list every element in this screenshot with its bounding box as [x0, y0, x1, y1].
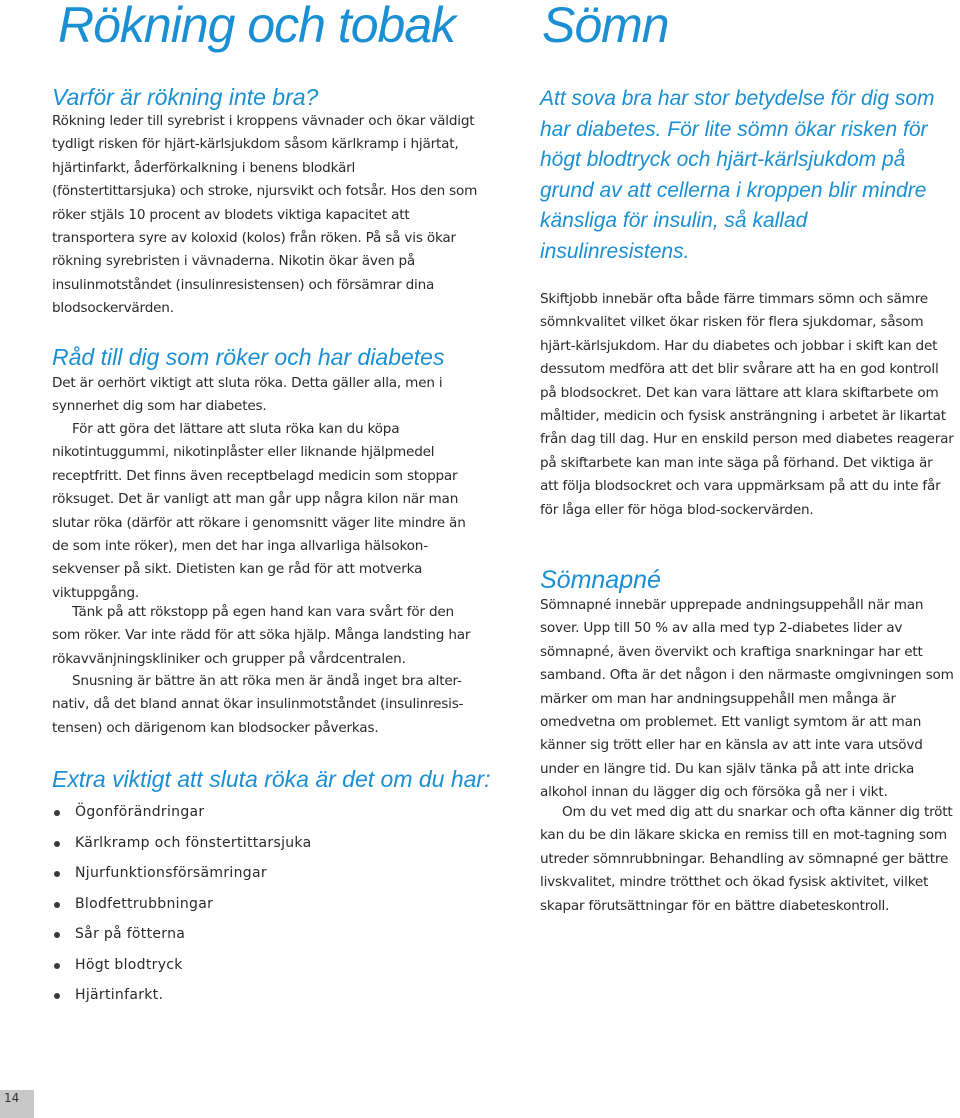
why-paragraph: Rökning leder till syrebrist i kroppens vävnader och ökar väldigt tydligt risken för hjärt-kärlsjukdom såsom kärlkramp i hjärtat, hjärtinfarkt, åderförkalkning i benens blodkärl (fönstertittarsjuka) och stroke, njursvikt och fotsår. Hos den som röker stjäls 10 procent av blodets viktiga kapacitet att transportera syre av koloxid (kolos) från röken. På så vis ökar rökning syrebristen i vävnaderna. Nikotin ökar även på insulinmotståndet (insulinresistensen) och försämrar dina blodsockervärden.	[52, 113, 478, 317]
page-number-tab	[0, 1090, 34, 1118]
advice-paragraph-1: Det är oerhört viktigt att sluta röka. Detta gäller alla, men i synnerhet dig som har diabetes.	[52, 375, 443, 415]
extra-heading: Extra viktigt att sluta röka är det om du har:	[52, 766, 491, 792]
advice-paragraph-2: För att göra det lättare att sluta röka kan du köpa nikotintuggummi, nikotinplåster eller liknande hjälpmedel receptfritt. Det finns även receptbelagd medicin som stoppar röksuget. Det är vanligt att man går upp några kilon när man slutar röka (därför att rökare i genomsnitt väger lite mindre än de som inte röker), men det har inga allvarliga hälsokon-sekvenser på sikt. Dietisten kan ge råd för att motverka viktuppgång.	[52, 421, 466, 601]
smoking-title: Rökning och tobak	[58, 0, 456, 53]
risk-list	[54, 797, 311, 1011]
page-number: 14	[4, 1091, 20, 1105]
advice-heading: Råd till dig som röker och har diabetes	[52, 344, 445, 370]
sleep-apnea-heading: Sömnapné	[540, 566, 661, 594]
list-item: Högt blodtryck	[54, 950, 311, 981]
list-item: Ögonförändringar	[54, 797, 311, 828]
why-heading: Varför är rökning inte bra?	[52, 84, 319, 110]
list-item: Hjärtinfarkt.	[54, 980, 311, 1011]
sleep-title: Sömn	[542, 0, 669, 53]
list-item: Blodfettrubbningar	[54, 889, 311, 920]
list-item: Kärlkramp och fönstertittarsjuka	[54, 828, 311, 859]
list-item: Sår på fötterna	[54, 919, 311, 950]
sleep-intro: Att sova bra har stor betydelse för dig som har diabetes. För lite sömn ökar risken för högt blodtryck och hjärt-kärlsjukdom på grund av att cellerna i kroppen blir mindre känsliga för insulin, så kallad insulinresistens.	[540, 87, 935, 263]
sleep-apnea-paragraph-1: Sömnapné innebär upprepade andningsuppehåll när man sover. Upp till 50 % av alla med typ 2-diabetes lider av sömnapné, även övervikt och kraftiga snarkningar har ett samband. Ofta är det någon i den närmaste omgivningen som märker om man har andningsuppehåll men många är omedvetna om problemet. Ett vanligt symtom är att man känner sig trött eller har en känsla av att inte vara utsövd under en längre tid. Du kan själv tänka på att inte dricka alkohol innan du lägger dig och försöka gå ner i vikt.	[540, 597, 954, 801]
advice-paragraph-4: Snusning är bättre än att röka men är ändå inget bra alter-nativ, då det bland annat ökar insulinmotståndet (insulinresis-tensen) och därigenom kan blodsocker påverkas.	[52, 673, 464, 736]
advice-paragraph-3: Tänk på att rökstopp på egen hand kan vara svårt för den som röker. Var inte rädd för att söka hjälp. Många landsting har rökavvänjningskliniker och grupper på vårdcentralen.	[52, 604, 471, 667]
list-item: Njurfunktionsförsämringar	[54, 858, 311, 889]
sleep-apnea-paragraph-2: Om du vet med dig att du snarkar och ofta känner dig trött kan du be din läkare skicka en remiss till en mot-tagning som utreder sömnrubbningar. Behandling av sömnapné ger bättre livskvalitet, mindre trötthet och ökad fysisk aktivitet, vilket skapar förutsättningar för en bättre diabeteskontroll.	[540, 804, 953, 914]
shift-work-paragraph: Skiftjobb innebär ofta både färre timmars sömn och sämre sömnkvalitet vilket ökar risken för flera sjukdomar, såsom hjärt-kärlsjukdom. Har du diabetes och jobbar i skift kan det dessutom medföra att det blir svårare att ha en god kontroll på blodsockret. Det kan vara lättare att klara skiftarbete om måltider, medicin och fysisk ansträngning i arbetet är likartat från dag till dag. Hur en enskild person med diabetes reagerar på skiftarbete kan man inte säga på förhand. Det viktiga är att följa blodsockret och vara uppmärksam på att du inte får för låga eller för höga blod-sockervärden.	[540, 291, 954, 518]
